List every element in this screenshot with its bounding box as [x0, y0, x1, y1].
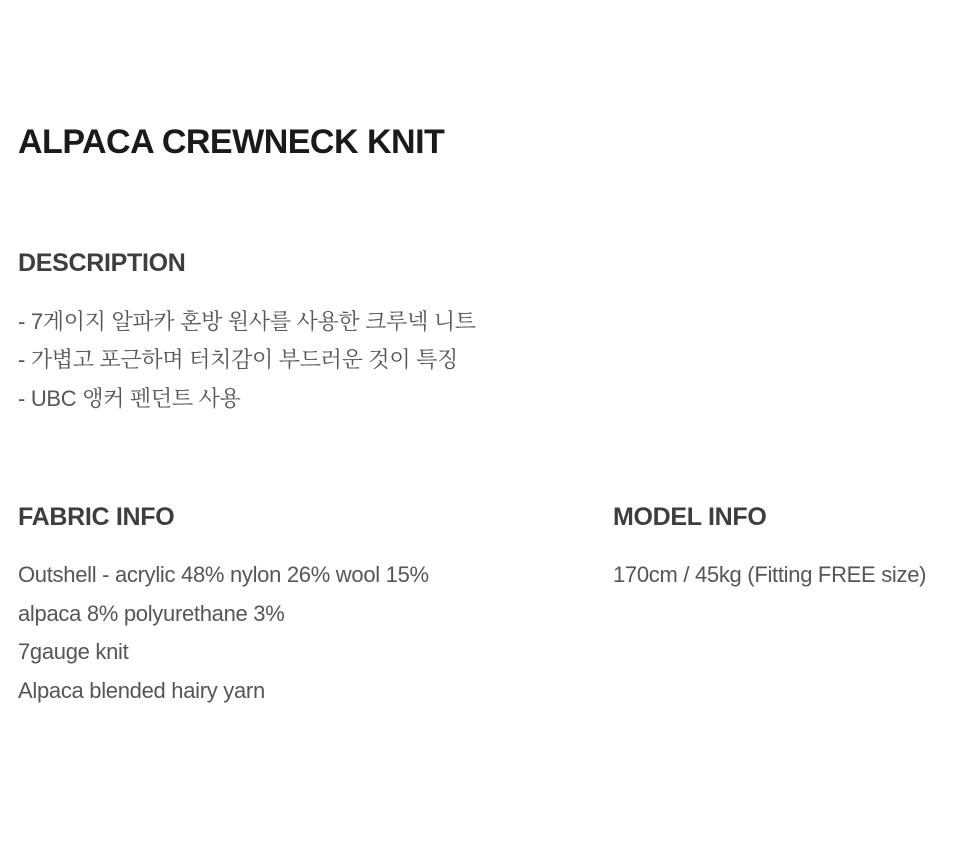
description-heading: DESCRIPTION [18, 248, 186, 277]
fabric-info-lines [18, 556, 613, 710]
description-section [18, 248, 940, 419]
description-bullet: - 가볍고 포근하며 터치감이 부드러운 것이 특징 [18, 347, 458, 373]
product-title: ALPACA CREWNECK KNIT [18, 123, 445, 161]
fabric-info-line: alpaca 8% polyurethane 3% [18, 600, 285, 626]
description-bullet: - UBC 앵커 펜던트 사용 [18, 385, 241, 411]
model-info-lines [613, 556, 940, 595]
fabric-info-line: Alpaca blended hairy yarn [18, 677, 265, 703]
model-info-line: 170cm / 45kg (Fitting FREE size) [613, 562, 927, 588]
description-bullet-list [18, 303, 940, 419]
description-bullet: - 7게이지 알파카 혼방 원사를 사용한 크루넥 니트 [18, 308, 476, 334]
fabric-info-line: 7gauge knit [18, 639, 129, 665]
fabric-info-heading: FABRIC INFO [18, 503, 175, 532]
fabric-info-line: Outshell - acrylic 48% nylon 26% wool 15% [18, 562, 429, 588]
info-columns [18, 502, 940, 710]
fabric-info-section [18, 502, 613, 710]
model-info-section [613, 502, 940, 710]
model-info-heading: MODEL INFO [613, 503, 767, 532]
